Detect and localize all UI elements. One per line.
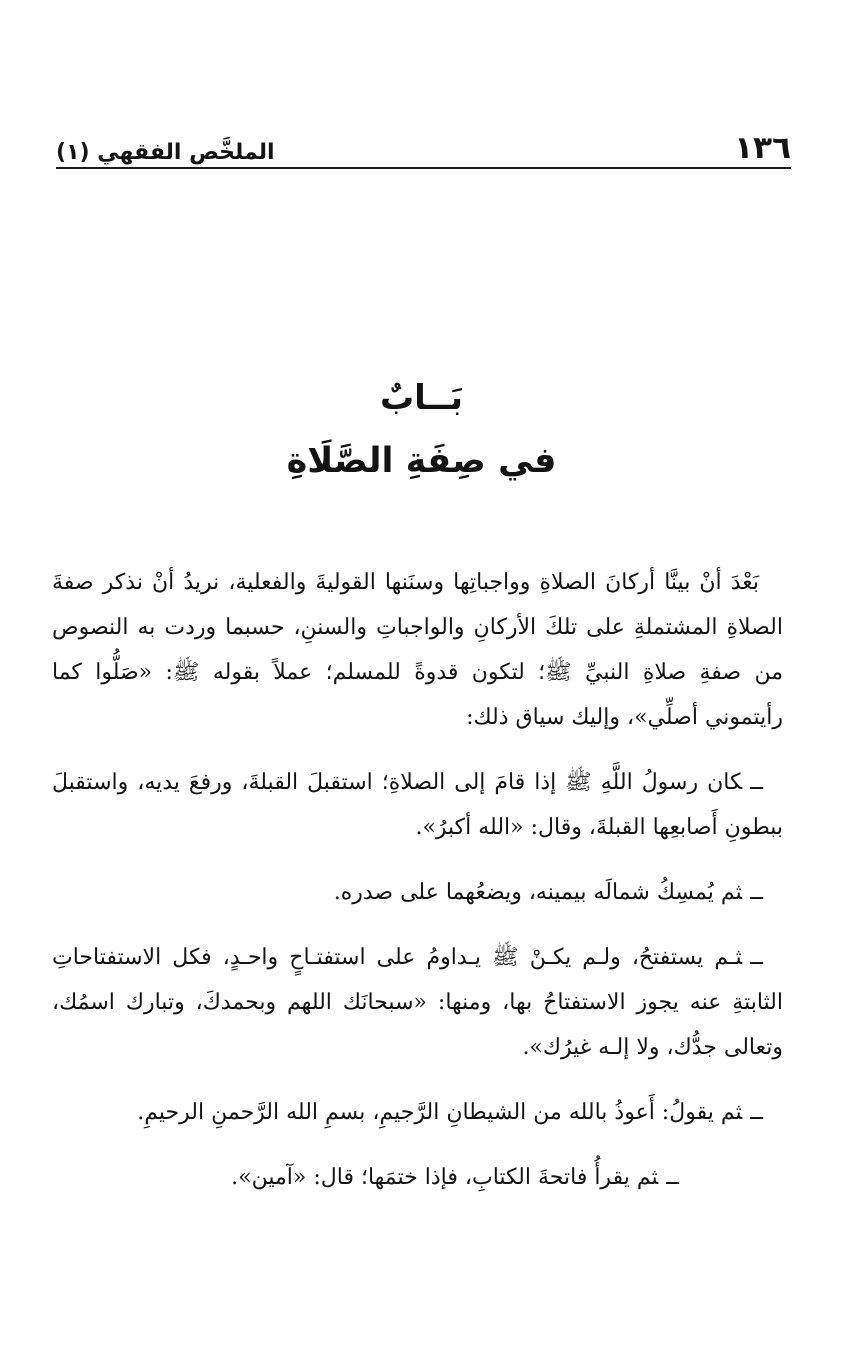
header-divider xyxy=(56,167,791,169)
paragraph-intro xyxy=(52,560,783,740)
paragraph-dash: ــ xyxy=(750,1100,763,1125)
chapter-label: بَــابٌ xyxy=(380,378,463,418)
paragraph-text: ثم يقرأُ فاتحةَ الكتابِ، فإذا ختمَها؛ قال: «آمين». xyxy=(231,1165,659,1190)
paragraph-taawwudh xyxy=(52,1090,783,1135)
body-text xyxy=(52,560,783,1220)
paragraph-fatiha xyxy=(52,1155,783,1200)
paragraph-dash: ــ xyxy=(666,1165,679,1190)
running-header xyxy=(56,124,791,164)
paragraph-hands xyxy=(52,870,783,915)
paragraph-text: ثم يُمسِكُ شمالَه بيمينه، ويضعُهما على صدره. xyxy=(333,880,743,905)
paragraph-text: كان رسولُ اللَّهِ ﷺ إذا قامَ إلى الصلاةِ؛ استقبلَ القبلةَ، ورفعَ يديه، واستقبلَ ببطونِ أَصابعِها القبلةَ، وقال: «الله أكبرُ». xyxy=(52,770,783,840)
paragraph-takbir xyxy=(52,760,783,850)
paragraph-dash: ــ xyxy=(750,945,763,970)
book-title: الملخَّص الفقهي (١) xyxy=(56,140,275,165)
page-number: ١٣٦ xyxy=(734,130,791,166)
paragraph-text: بَعْدَ أنْ بينَّا أركانَ الصلاةِ وواجباتِها وسنَنها القوليةَ والفعلية، نريدُ أنْ نذكر صفةَ الصلاةِ المشتملةِ على تلكَ الأركانِ والواجباتِ والسننِ، حسبما وردت به النصوص من صفةِ صلاةِ النبيِّ ﷺ؛ لتكون قدوةً للمسلم؛ عملاً بقوله ﷺ: «صَلُّوا كما رأيتموني أصلِّي»، وإليك سياق ذلك: xyxy=(52,570,783,730)
paragraph-opening-supplication xyxy=(52,935,783,1070)
paragraph-text: ثم يقولُ: أَعوذُ بالله من الشيطانِ الرَّجيمِ، بسمِ الله الرَّحمنِ الرحيمِ. xyxy=(137,1100,743,1125)
paragraph-dash: ــ xyxy=(750,880,763,905)
paragraph-dash: ــ xyxy=(750,770,763,795)
paragraph-text: ثـم يستفتحُ، ولـم يكـنْ ﷺ يـداومُ على استفتـاحٍ واحـدٍ، فكل الاستفتاحاتِ الثابتةِ عنه يجوز الاستفتاحُ بها، ومنها: «سبحانَك اللهم وبحمدكَ، وتبارك اسمُك، وتعالى جدُّك، ولا إلـه غيرُك». xyxy=(52,945,783,1060)
chapter-title: في صِفَةِ الصَّلَاةِ xyxy=(286,441,557,481)
